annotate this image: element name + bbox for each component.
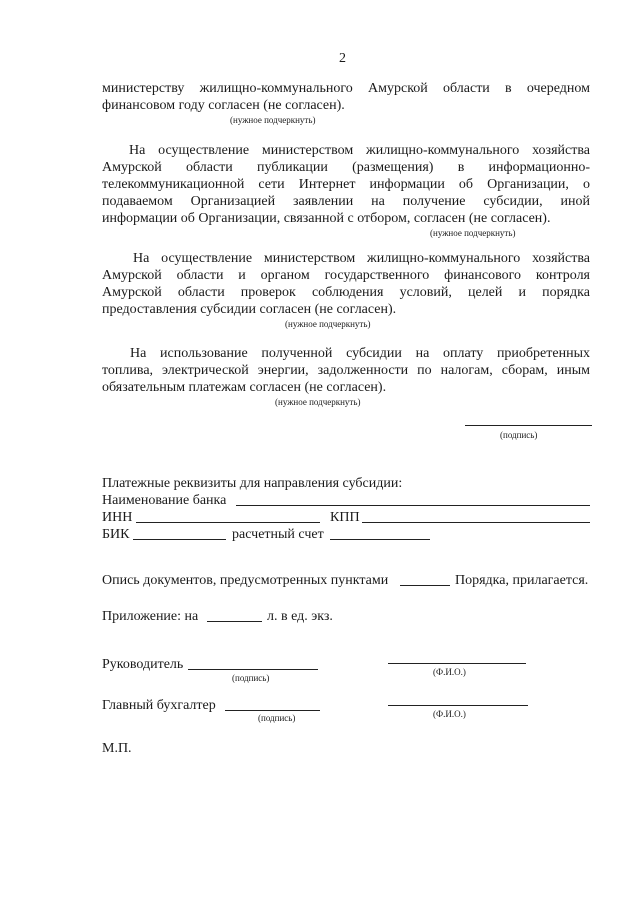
- bik-field[interactable]: [133, 539, 226, 540]
- para3-line3: Амурской области проверок соблюдения условий, целей и порядка: [102, 285, 590, 300]
- account-label: расчетный счет: [232, 527, 324, 542]
- inventory-text-after: Порядка, прилагается.: [455, 573, 589, 588]
- inventory-text-before: Опись документов, предусмотренных пунктами: [102, 573, 389, 588]
- bik-label: БИК: [102, 527, 130, 542]
- page-number: 2: [339, 51, 346, 66]
- accountant-fio-line[interactable]: [388, 705, 528, 706]
- para2-line1: На осуществление министерством жилищно-коммунального хозяйства: [129, 143, 590, 158]
- para4-line2: топлива, электрической энергии, задолженности по налогам, сборам, иным: [102, 363, 590, 378]
- accountant-signature-line[interactable]: [225, 710, 320, 711]
- inn-label: ИНН: [102, 510, 133, 525]
- accountant-fio-hint: (Ф.И.О.): [433, 709, 466, 719]
- head-signature-line[interactable]: [188, 669, 318, 670]
- para2-line5: информации об Организации, связанной с отбором, согласен (не согласен).: [102, 211, 551, 226]
- head-fio-hint: (Ф.И.О.): [433, 667, 466, 677]
- appendix-pages-field[interactable]: [207, 621, 262, 622]
- inn-field[interactable]: [136, 522, 320, 523]
- para4-line1: На использование полученной субсидии на оплату приобретенных: [130, 346, 590, 361]
- bank-name-label: Наименование банка: [102, 493, 227, 508]
- para4-hint: (нужное подчеркнуть): [275, 397, 361, 407]
- stamp-place-label: М.П.: [102, 741, 132, 756]
- para1-hint: (нужное подчеркнуть): [230, 115, 316, 125]
- para2-line4: подаваемом Организацией заявлении на получение субсидии, иной: [102, 194, 590, 209]
- account-field[interactable]: [330, 539, 430, 540]
- para3-line2: Амурской области и органом государственного финансового контроля: [102, 268, 590, 283]
- kpp-field[interactable]: [362, 522, 590, 523]
- para2-hint: (нужное подчеркнуть): [430, 228, 516, 238]
- accountant-signature-hint: (подпись): [258, 713, 296, 723]
- appendix-text-after: л. в ед. экз.: [267, 609, 333, 624]
- bank-name-field[interactable]: [236, 505, 590, 506]
- para2-line3: телекоммуникационной сети Интернет информации об Организации, о: [102, 177, 590, 192]
- kpp-label: КПП: [330, 510, 360, 525]
- para1-line2: финансовом году согласен (не согласен).: [102, 98, 345, 113]
- signature-hint: (подпись): [500, 430, 538, 440]
- para1-line1: министерству жилищно-коммунального Амурской области в очередном: [102, 81, 590, 96]
- para3-hint: (нужное подчеркнуть): [285, 319, 371, 329]
- requisites-heading: Платежные реквизиты для направления субсидии:: [102, 476, 403, 491]
- head-fio-line[interactable]: [388, 663, 526, 664]
- inventory-points-field[interactable]: [400, 585, 450, 586]
- para4-line3: обязательным платежам согласен (не согласен).: [102, 380, 387, 395]
- para3-line4: предоставления субсидии согласен (не согласен).: [102, 302, 397, 317]
- appendix-text-before: Приложение: на: [102, 609, 199, 624]
- para3-line1: На осуществление министерством жилищно-коммунального хозяйства: [133, 251, 590, 266]
- para2-line2: Амурской области публикации (размещения) в информационно-: [102, 160, 590, 175]
- signature-line: [465, 425, 592, 426]
- accountant-label: Главный бухгалтер: [102, 698, 216, 713]
- head-label: Руководитель: [102, 657, 184, 672]
- head-signature-hint: (подпись): [232, 673, 270, 683]
